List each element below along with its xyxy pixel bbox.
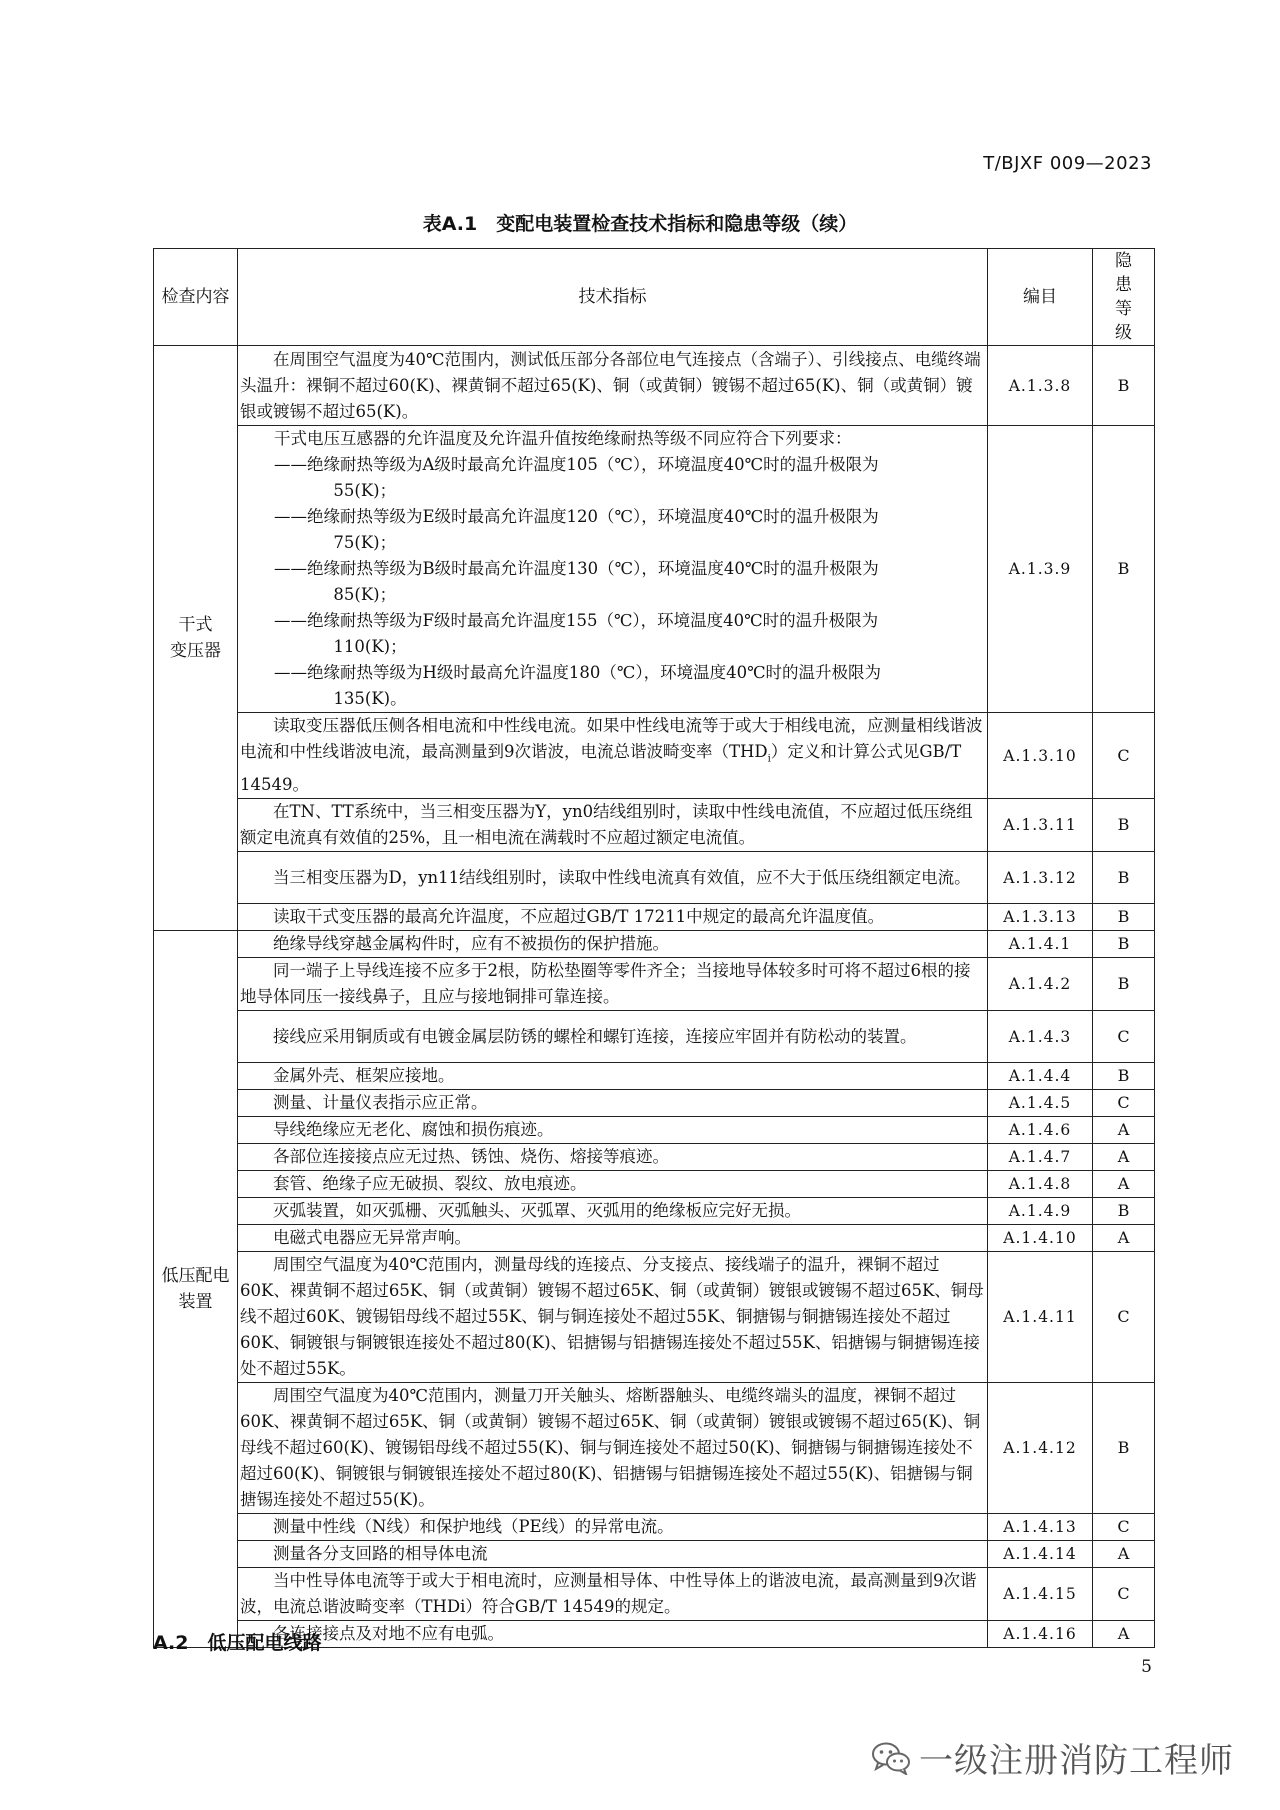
hazard-level: B bbox=[1093, 346, 1155, 426]
header-level: 隐患等级 bbox=[1093, 249, 1155, 346]
hazard-level: C bbox=[1093, 1011, 1155, 1063]
hazard-level: B bbox=[1093, 852, 1155, 904]
section-heading: A.2 低压配电线路 bbox=[153, 1632, 322, 1654]
hazard-level: B bbox=[1093, 904, 1155, 931]
item-code: A.1.4.3 bbox=[988, 1011, 1093, 1063]
item-code: A.1.4.9 bbox=[988, 1198, 1093, 1225]
table-row bbox=[154, 1011, 1155, 1063]
header-code: 编目 bbox=[988, 249, 1093, 346]
hazard-level: B bbox=[1093, 958, 1155, 1011]
item-code: A.1.3.12 bbox=[988, 852, 1093, 904]
item-code: A.1.4.1 bbox=[988, 931, 1093, 958]
item-code: A.1.4.13 bbox=[988, 1514, 1093, 1541]
requirement-text: 各连接接点及对地不应有电弧。 bbox=[238, 1621, 988, 1648]
table-row bbox=[154, 1171, 1155, 1198]
list-item-cont: 55(K)； bbox=[333, 481, 397, 500]
item-code: A.1.4.5 bbox=[988, 1090, 1093, 1117]
list-item-cont: 135(K)。 bbox=[333, 689, 407, 708]
table-row bbox=[154, 1252, 1155, 1383]
hazard-level: A bbox=[1093, 1144, 1155, 1171]
list-item-line: ——绝缘耐热等级为H级时最高允许温度180（℃），环境温度40℃时的温升极限为 bbox=[274, 663, 882, 682]
requirement-text bbox=[238, 713, 988, 799]
requirement-text-b: ）定义和计算公式见GB/T 14549。 bbox=[240, 742, 962, 795]
header-content: 检查内容 bbox=[154, 249, 238, 346]
item-code: A.1.4.10 bbox=[988, 1225, 1093, 1252]
subscript: i bbox=[767, 753, 771, 765]
table-row bbox=[154, 1063, 1155, 1090]
table-row bbox=[154, 931, 1155, 958]
hazard-level: A bbox=[1093, 1171, 1155, 1198]
list-item-line: ——绝缘耐热等级为A级时最高允许温度105（℃），环境温度40℃时的温升极限为 bbox=[274, 455, 879, 474]
requirement-text-a: 读取变压器低压侧各相电流和中性线电流。如果中性线电流等于或大于相线电流，应测量相线谐波电流和中性线谐波电流，最高测量到9次谐波，电流总谐波畸变率（THD bbox=[240, 716, 983, 761]
table-row bbox=[154, 1225, 1155, 1252]
hazard-level: B bbox=[1093, 1198, 1155, 1225]
requirement-text: 周围空气温度为40℃范围内，测量母线的连接点、分支接点、接线端子的温升，裸铜不超过60K、裸黄铜不超过65K、铜（或黄铜）镀锡不超过65K、铜（或黄铜）镀银或镀锡不超过65K、铜母线不超过60K、镀锡铝母线不超过55K、铜与铜连接处不超过55K、铜搪锡与铜搪锡连接处不超过60K、铜镀银与铜镀银连接处不超过80(K)、铝搪锡与铝搪锡连接处不超过55K、铝搪锡与铜搪锡连接处不超过55K。 bbox=[238, 1252, 988, 1383]
table-row bbox=[154, 958, 1155, 1011]
table-row bbox=[154, 713, 1155, 799]
requirement-text: 读取干式变压器的最高允许温度，不应超过GB/T 17211中规定的最高允许温度值。 bbox=[238, 904, 988, 931]
item-code: A.1.3.9 bbox=[988, 426, 1093, 713]
hazard-level: C bbox=[1093, 1568, 1155, 1621]
table-row bbox=[154, 1383, 1155, 1514]
item-code: A.1.4.11 bbox=[988, 1252, 1093, 1383]
hazard-level: A bbox=[1093, 1621, 1155, 1648]
requirement-text: 测量各分支回路的相导体电流 bbox=[238, 1541, 988, 1568]
requirement-text: 电磁式电器应无异常声响。 bbox=[238, 1225, 988, 1252]
list-item bbox=[241, 608, 984, 660]
hazard-level: C bbox=[1093, 1514, 1155, 1541]
inspection-table bbox=[153, 248, 1155, 1648]
page-number: 5 bbox=[1141, 1657, 1152, 1677]
requirement-intro: 干式电压互感器的允许温度及允许温升值按绝缘耐热等级不同应符合下列要求： bbox=[274, 429, 852, 448]
item-code: A.1.4.16 bbox=[988, 1621, 1093, 1648]
table-row bbox=[154, 1514, 1155, 1541]
item-code: A.1.4.2 bbox=[988, 958, 1093, 1011]
item-code: A.1.4.15 bbox=[988, 1568, 1093, 1621]
list-item-cont: 85(K)； bbox=[333, 585, 397, 604]
list-item bbox=[241, 452, 984, 504]
hazard-level: C bbox=[1093, 1252, 1155, 1383]
requirement-text: 金属外壳、框架应接地。 bbox=[238, 1063, 988, 1090]
requirement-text: 测量中性线（N线）和保护地线（PE线）的异常电流。 bbox=[238, 1514, 988, 1541]
table-row bbox=[154, 1198, 1155, 1225]
requirement-text: 各部位连接接点应无过热、锈蚀、烧伤、熔接等痕迹。 bbox=[238, 1144, 988, 1171]
item-code: A.1.3.11 bbox=[988, 799, 1093, 852]
hazard-level: B bbox=[1093, 931, 1155, 958]
requirement-text: 测量、计量仪表指示应正常。 bbox=[238, 1090, 988, 1117]
item-code: A.1.3.10 bbox=[988, 713, 1093, 799]
list-item-line: ——绝缘耐热等级为B级时最高允许温度130（℃），环境温度40℃时的温升极限为 bbox=[274, 559, 879, 578]
table-row bbox=[154, 1568, 1155, 1621]
table-row bbox=[154, 1144, 1155, 1171]
requirement-text: 在周围空气温度为40℃范围内，测试低压部分各部位电气连接点（含端子）、引线接点、电缆终端头温升：裸铜不超过60(K)、裸黄铜不超过65(K)、铜（或黄铜）镀锡不超过65(K)、铜（或黄铜）镀银或镀锡不超过65(K)。 bbox=[238, 346, 988, 426]
item-code: A.1.4.7 bbox=[988, 1144, 1093, 1171]
requirement-text: 绝缘导线穿越金属构件时，应有不被损伤的保护措施。 bbox=[238, 931, 988, 958]
table-row bbox=[154, 904, 1155, 931]
requirement-text: 当中性导体电流等于或大于相电流时，应测量相导体、中性导体上的谐波电流，最高测量到9次谐波，电流总谐波畸变率（THDi）符合GB/T 14549的规定。 bbox=[238, 1568, 988, 1621]
requirement-text: 当三相变压器为D，yn11结线组别时，读取中性线电流真有效值，应不大于低压绕组额定电流。 bbox=[238, 852, 988, 904]
table-row bbox=[154, 1541, 1155, 1568]
item-code: A.1.3.8 bbox=[988, 346, 1093, 426]
requirement-text: 导线绝缘应无老化、腐蚀和损伤痕迹。 bbox=[238, 1117, 988, 1144]
requirement-text: 灭弧装置，如灭弧栅、灭弧触头、灭弧罩、灭弧用的绝缘板应完好无损。 bbox=[238, 1198, 988, 1225]
hazard-level: A bbox=[1093, 1541, 1155, 1568]
list-item-line: ——绝缘耐热等级为E级时最高允许温度120（℃），环境温度40℃时的温升极限为 bbox=[274, 507, 879, 526]
list-item bbox=[241, 556, 984, 608]
hazard-level: B bbox=[1093, 1383, 1155, 1514]
hazard-level: B bbox=[1093, 799, 1155, 852]
requirement-text: 同一端子上导线连接不应多于2根，防松垫圈等零件齐全；当接地导体较多时可将不超过6根的接地导体同压一接线鼻子，且应与接地铜排可靠连接。 bbox=[238, 958, 988, 1011]
table-title: 表A.1 变配电装置检查技术指标和隐患等级（续） bbox=[422, 213, 858, 235]
requirement-text: 在TN、TT系统中，当三相变压器为Y，yn0结线组别时，读取中性线电流值，不应超过低压绕组额定电流真有效值的25%，且一相电流在满载时不应超过额定电流值。 bbox=[238, 799, 988, 852]
item-code: A.1.4.6 bbox=[988, 1117, 1093, 1144]
item-code: A.1.4.14 bbox=[988, 1541, 1093, 1568]
table-row bbox=[154, 1117, 1155, 1144]
list-item-line: ——绝缘耐热等级为F级时最高允许温度155（℃），环境温度40℃时的温升极限为 bbox=[274, 611, 879, 630]
category-dry-transformer: 干式 变压器 bbox=[154, 346, 238, 931]
table-row bbox=[154, 799, 1155, 852]
category-low-voltage-device: 低压配电 装置 bbox=[154, 931, 238, 1648]
watermark-text: 一级注册消防工程师 bbox=[919, 1741, 1234, 1781]
hazard-level: B bbox=[1093, 426, 1155, 713]
requirement-list bbox=[238, 426, 988, 713]
hazard-level: A bbox=[1093, 1225, 1155, 1252]
list-item-cont: 75(K)； bbox=[333, 533, 397, 552]
item-code: A.1.4.12 bbox=[988, 1383, 1093, 1514]
table-row bbox=[154, 852, 1155, 904]
requirement-text: 套管、绝缘子应无破损、裂纹、放电痕迹。 bbox=[238, 1171, 988, 1198]
header-indicator: 技术指标 bbox=[238, 249, 988, 346]
table-row bbox=[154, 426, 1155, 713]
item-code: A.1.4.8 bbox=[988, 1171, 1093, 1198]
table-row bbox=[154, 1090, 1155, 1117]
requirement-text: 接线应采用铜质或有电镀金属层防锈的螺栓和螺钉连接，连接应牢固并有防松动的装置。 bbox=[238, 1011, 988, 1063]
watermark bbox=[871, 1733, 1234, 1782]
hazard-level: A bbox=[1093, 1117, 1155, 1144]
list-item-cont: 110(K)； bbox=[333, 637, 407, 656]
wechat-icon bbox=[871, 1741, 911, 1775]
table-row bbox=[154, 346, 1155, 426]
list-item bbox=[241, 504, 984, 556]
list-item bbox=[241, 660, 984, 712]
item-code: A.1.4.4 bbox=[988, 1063, 1093, 1090]
document-code: T/BJXF 009—2023 bbox=[983, 153, 1152, 174]
table-header-row bbox=[154, 249, 1155, 346]
hazard-level: C bbox=[1093, 713, 1155, 799]
requirement-text: 周围空气温度为40℃范围内，测量刀开关触头、熔断器触头、电缆终端头的温度，裸铜不超过60K、裸黄铜不超过65K、铜（或黄铜）镀锡不超过65K、铜（或黄铜）镀银或镀锡不超过65(K)、铜母线不超过60(K)、镀锡铝母线不超过55(K)、铜与铜连接处不超过50(K)、铜搪锡与铜搪锡连接处不超过60(K)、铜镀银与铜镀银连接处不超过80(K)、铝搪锡与铝搪锡连接处不超过55(K)、铝搪锡与铜搪锡连接处不超过55(K)。 bbox=[238, 1383, 988, 1514]
hazard-level: B bbox=[1093, 1063, 1155, 1090]
hazard-level: C bbox=[1093, 1090, 1155, 1117]
item-code: A.1.3.13 bbox=[988, 904, 1093, 931]
